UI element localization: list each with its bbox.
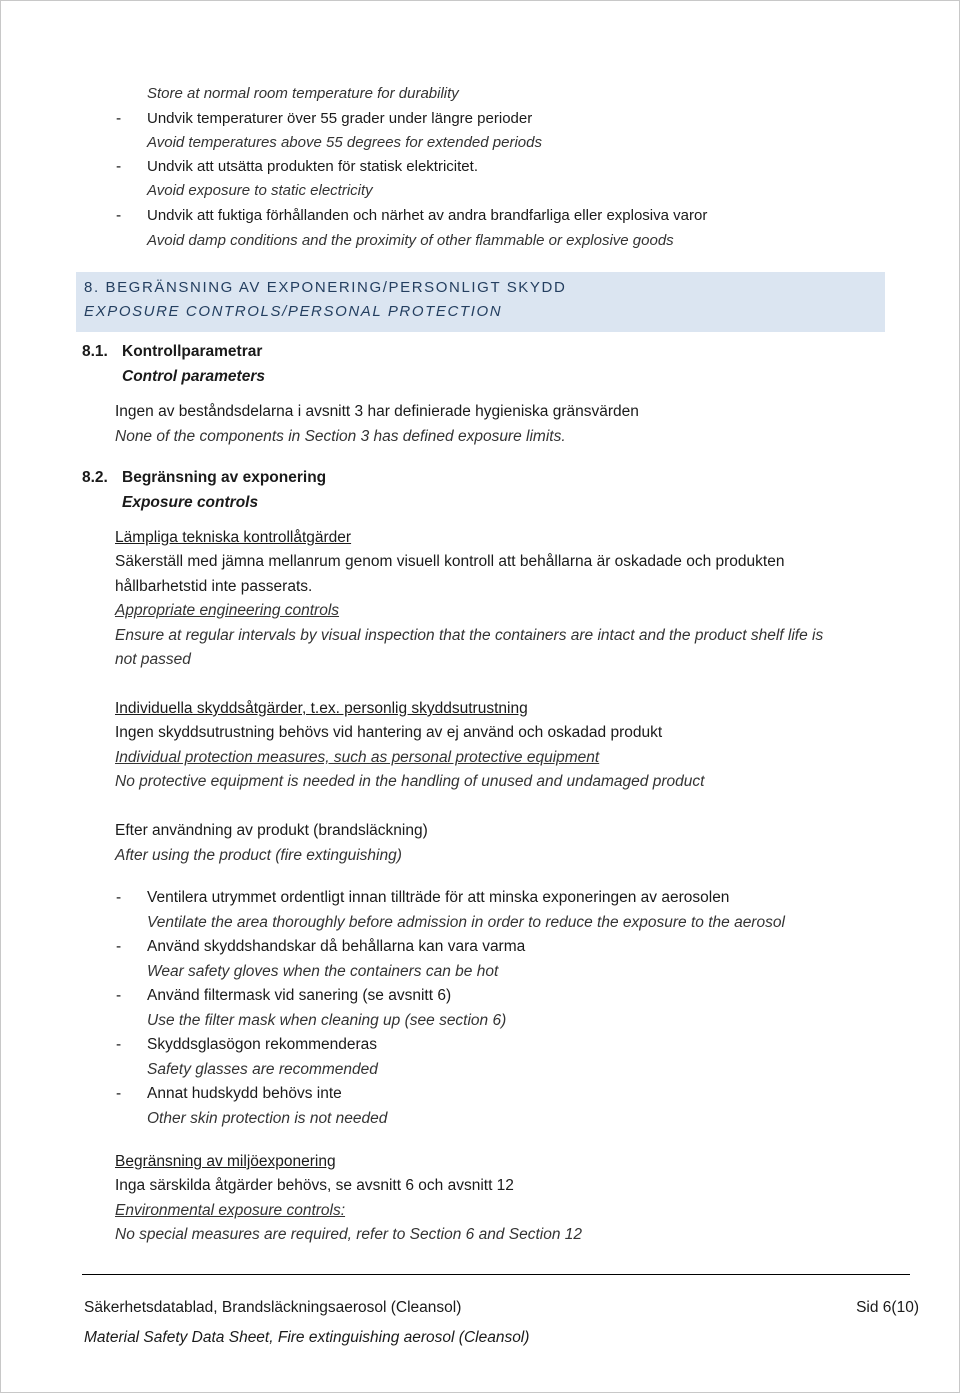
list-item-sv: Skyddsglasögon rekommenderas bbox=[147, 1036, 378, 1053]
list-dash: - bbox=[116, 987, 122, 1004]
subsection-number: 8.1. bbox=[82, 343, 108, 360]
storage-note-en: Store at normal room temperature for durability bbox=[147, 85, 459, 102]
list-item-en: Avoid exposure to static electricity bbox=[147, 182, 373, 199]
list-item-en: Wear safety gloves when the containers can be hot bbox=[147, 963, 499, 980]
heading-underlined-sv: Lämpliga tekniska kontrollåtgärder bbox=[115, 529, 352, 546]
paragraph-sv: Ingen av beståndsdelarna i avsnitt 3 har definierade hygieniska gränsvärden bbox=[115, 403, 639, 420]
paragraph-en: No protective equipment is needed in the handling of unused and undamaged product bbox=[115, 773, 705, 790]
heading-underlined-en: Appropriate engineering controls bbox=[115, 602, 340, 619]
subsection-title-en: Exposure controls bbox=[122, 494, 259, 511]
paragraph-en: After using the product (fire extinguishing) bbox=[115, 847, 402, 864]
list-item-sv: Ventilera utrymmet ordentligt innan tillträde för att minska exponeringen av aerosolen bbox=[147, 889, 730, 906]
footer-title-sv: Säkerhetsdatablad, Brandsläckningsaerosol (Cleansol) bbox=[84, 1299, 462, 1316]
paragraph-sv: Säkerställ med jämna mellanrum genom visuell kontroll att behållarna är oskadade och produkten bbox=[115, 553, 785, 570]
paragraph-sv: Efter användning av produkt (brandsläckning) bbox=[115, 822, 428, 839]
section-title-sv: 8. BEGRÄNSNING AV EXPONERING/PERSONLIGT SKYDD bbox=[84, 279, 567, 296]
paragraph-en: No special measures are required, refer to Section 6 and Section 12 bbox=[115, 1226, 582, 1243]
list-item-en: Avoid temperatures above 55 degrees for extended periods bbox=[147, 134, 542, 151]
heading-underlined-sv: Begränsning av miljöexponering bbox=[115, 1153, 336, 1170]
list-item-sv: Undvik att utsätta produkten för statisk elektricitet. bbox=[147, 158, 478, 175]
list-item-en: Avoid damp conditions and the proximity of other flammable or explosive goods bbox=[147, 232, 674, 249]
paragraph-en: None of the components in Section 3 has defined exposure limits. bbox=[115, 428, 566, 445]
subsection-title-sv: Kontrollparametrar bbox=[122, 343, 263, 360]
heading-underlined-en: Individual protection measures, such as personal protective equipment bbox=[115, 749, 600, 766]
list-item-en: Other skin protection is not needed bbox=[147, 1110, 388, 1127]
paragraph-sv: Inga särskilda åtgärder behövs, se avsnitt 6 och avsnitt 12 bbox=[115, 1177, 514, 1194]
section-header bbox=[76, 272, 885, 332]
list-dash: - bbox=[116, 1036, 122, 1053]
list-dash: - bbox=[116, 889, 122, 906]
list-item-sv: Använd filtermask vid sanering (se avsnitt 6) bbox=[147, 987, 452, 1004]
list-item-en: Safety glasses are recommended bbox=[147, 1061, 378, 1078]
footer-divider bbox=[82, 1274, 910, 1275]
list-item-sv: Undvik att fuktiga förhållanden och närhet av andra brandfarliga eller explosiva varor bbox=[147, 207, 708, 224]
list-dash: - bbox=[116, 110, 122, 127]
heading-underlined-en: Environmental exposure controls: bbox=[115, 1202, 346, 1219]
heading-underlined-sv: Individuella skyddsåtgärder, t.ex. personlig skyddsutrustning bbox=[115, 700, 528, 717]
list-dash: - bbox=[116, 207, 122, 224]
list-dash: - bbox=[116, 938, 122, 955]
paragraph-en: Ensure at regular intervals by visual inspection that the containers are intact and the product shelf life is bbox=[115, 627, 824, 644]
list-item-en: Use the filter mask when cleaning up (see section 6) bbox=[147, 1012, 507, 1029]
list-dash: - bbox=[116, 1085, 122, 1102]
section-title-en: EXPOSURE CONTROLS/PERSONAL PROTECTION bbox=[84, 303, 503, 320]
list-item-en: Ventilate the area thoroughly before admission in order to reduce the exposure to the aerosol bbox=[147, 914, 785, 931]
list-dash: - bbox=[116, 158, 122, 175]
subsection-number: 8.2. bbox=[82, 469, 108, 486]
footer-title-en: Material Safety Data Sheet, Fire extinguishing aerosol (Cleansol) bbox=[84, 1329, 530, 1346]
list-item-sv: Använd skyddshandskar då behållarna kan vara varma bbox=[147, 938, 526, 955]
subsection-title-sv: Begränsning av exponering bbox=[122, 469, 327, 486]
paragraph-sv: hållbarhetstid inte passerats. bbox=[115, 578, 313, 595]
subsection-title-en: Control parameters bbox=[122, 368, 265, 385]
page-number: Sid 6(10) bbox=[856, 1299, 919, 1316]
list-item-sv: Annat hudskydd behövs inte bbox=[147, 1085, 342, 1102]
list-item-sv: Undvik temperaturer över 55 grader under längre perioder bbox=[147, 110, 533, 127]
paragraph-sv: Ingen skyddsutrustning behövs vid hantering av ej använd och oskadad produkt bbox=[115, 724, 663, 741]
paragraph-en: not passed bbox=[115, 651, 191, 668]
